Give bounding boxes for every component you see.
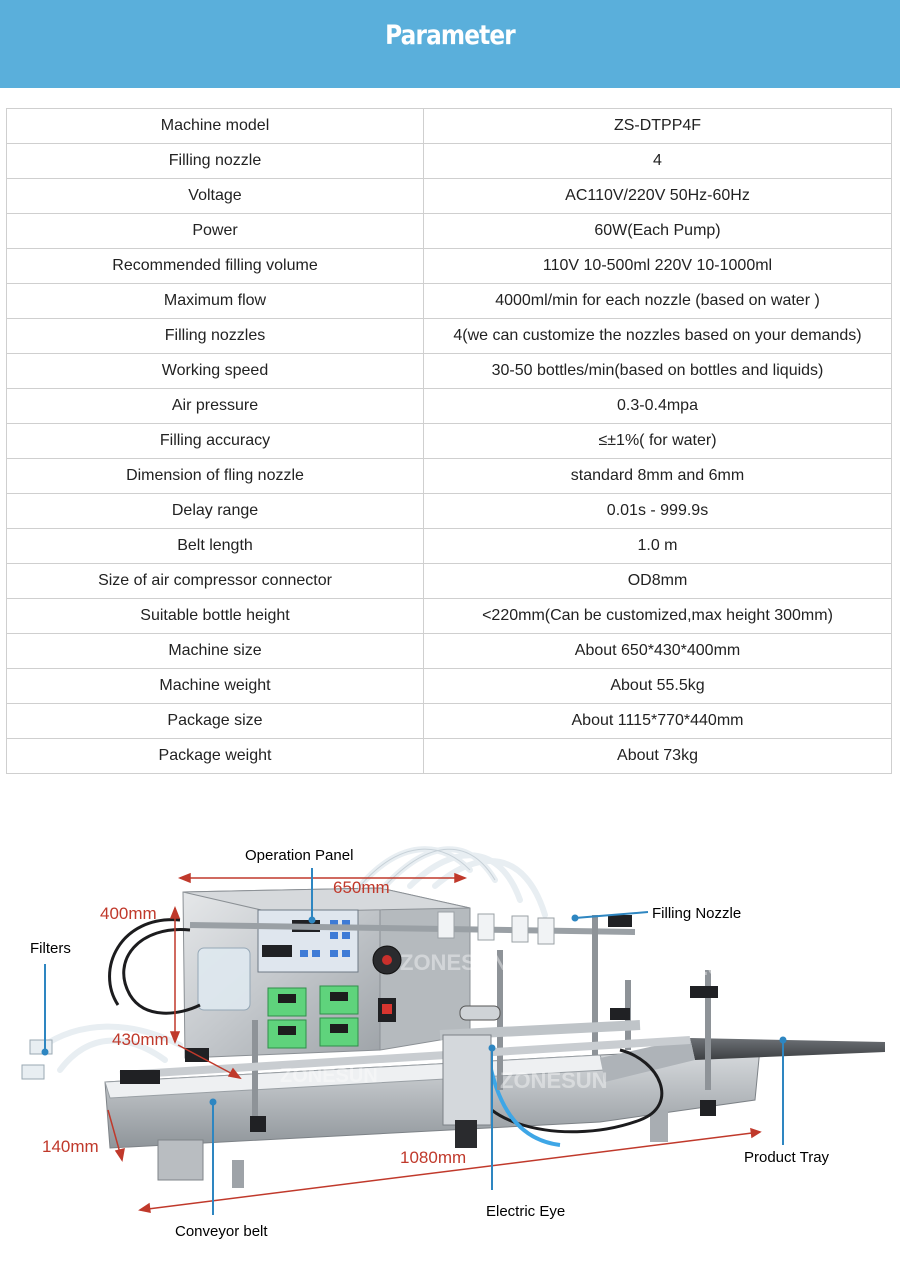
- param-value: 110V 10-500ml 220V 10-1000ml: [424, 249, 892, 284]
- param-value: 4000ml/min for each nozzle (based on water ): [424, 284, 892, 319]
- param-value: 60W(Each Pump): [424, 214, 892, 249]
- param-value: 0.01s - 999.9s: [424, 494, 892, 529]
- watermark-text: ZONESUN: [400, 950, 508, 975]
- parameter-table: [6, 108, 892, 774]
- param-label: Size of air compressor connector: [7, 564, 424, 599]
- param-label: Working speed: [7, 354, 424, 389]
- param-label: Machine model: [7, 109, 424, 144]
- table-row: [7, 529, 892, 564]
- param-label: Suitable bottle height: [7, 599, 424, 634]
- param-value: 1.0 m: [424, 529, 892, 564]
- param-value: 0.3-0.4mpa: [424, 389, 892, 424]
- param-value: ≤±1%( for water): [424, 424, 892, 459]
- param-label: Filling accuracy: [7, 424, 424, 459]
- param-value: 30-50 bottles/min(based on bottles and liquids): [424, 354, 892, 389]
- param-label: Machine weight: [7, 669, 424, 704]
- label-product-tray: Product Tray: [744, 1149, 830, 1166]
- dimension-length: 1080mm: [400, 1148, 467, 1167]
- param-label: Recommended filling volume: [7, 249, 424, 284]
- table-row: [7, 669, 892, 704]
- page-title: Parameter: [385, 20, 515, 51]
- param-label: Package size: [7, 704, 424, 739]
- watermark-text: ZONESUN: [280, 1065, 378, 1087]
- table-row: [7, 214, 892, 249]
- table-row: [7, 249, 892, 284]
- label-electric-eye: Electric Eye: [486, 1203, 566, 1220]
- dimension-depth: 430mm: [112, 1030, 169, 1049]
- watermark-text: ZONESUN: [500, 1068, 608, 1093]
- table-row: [7, 319, 892, 354]
- param-label: Dimension of fling nozzle: [7, 459, 424, 494]
- param-value: 4(we can customize the nozzles based on your demands): [424, 319, 892, 354]
- table-row: [7, 284, 892, 319]
- table-row: [7, 739, 892, 774]
- param-label: Package weight: [7, 739, 424, 774]
- table-row: [7, 424, 892, 459]
- param-label: Maximum flow: [7, 284, 424, 319]
- param-value: About 1115*770*440mm: [424, 704, 892, 739]
- dimension-height: 400mm: [100, 904, 157, 923]
- dimension-width: 650mm: [333, 878, 390, 897]
- param-label: Voltage: [7, 179, 424, 214]
- table-row: [7, 354, 892, 389]
- table-row: [7, 494, 892, 529]
- machine-illustration: [0, 820, 900, 1282]
- label-operation-panel: Operation Panel: [245, 847, 354, 864]
- label-filling-nozzle: Filling Nozzle: [652, 905, 742, 922]
- dimension-base-height: 140mm: [42, 1137, 99, 1156]
- param-value: standard 8mm and 6mm: [424, 459, 892, 494]
- label-filters: Filters: [30, 940, 71, 957]
- param-label: Power: [7, 214, 424, 249]
- param-label: Delay range: [7, 494, 424, 529]
- table-row: [7, 179, 892, 214]
- table-row: [7, 634, 892, 669]
- header-banner: [0, 0, 900, 88]
- watermark-text: ZONESUN: [630, 950, 767, 981]
- param-label: Air pressure: [7, 389, 424, 424]
- param-value: 4: [424, 144, 892, 179]
- param-label: Belt length: [7, 529, 424, 564]
- table-row: [7, 599, 892, 634]
- param-value: About 650*430*400mm: [424, 634, 892, 669]
- param-label: Filling nozzles: [7, 319, 424, 354]
- param-value: OD8mm: [424, 564, 892, 599]
- param-value: About 55.5kg: [424, 669, 892, 704]
- param-value: AC110V/220V 50Hz-60Hz: [424, 179, 892, 214]
- table-row: [7, 144, 892, 179]
- table-row: [7, 564, 892, 599]
- param-label: Filling nozzle: [7, 144, 424, 179]
- label-conveyor-belt: Conveyor belt: [175, 1223, 268, 1240]
- table-row: [7, 109, 892, 144]
- param-value: <220mm(Can be customized,max height 300mm): [424, 599, 892, 634]
- param-value: ZS-DTPP4F: [424, 109, 892, 144]
- param-value: About 73kg: [424, 739, 892, 774]
- table-row: [7, 459, 892, 494]
- table-row: [7, 704, 892, 739]
- param-label: Machine size: [7, 634, 424, 669]
- machine-diagram: [0, 820, 900, 1282]
- table-row: [7, 389, 892, 424]
